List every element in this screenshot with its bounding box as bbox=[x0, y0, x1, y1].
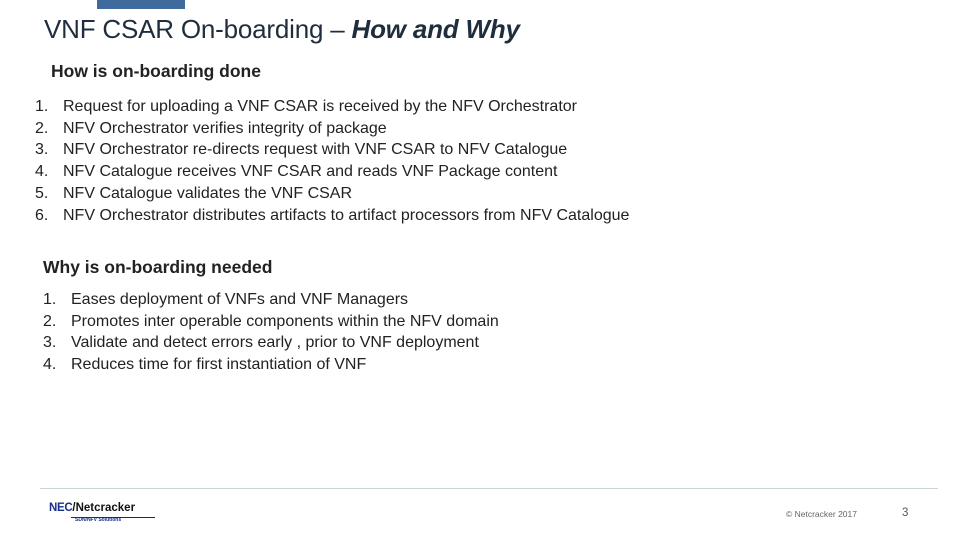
header-accent-tab bbox=[97, 0, 185, 9]
why-reasons-list bbox=[43, 289, 499, 376]
list-item bbox=[35, 118, 629, 140]
list-item bbox=[35, 139, 629, 161]
page-number: 3 bbox=[902, 507, 909, 519]
list-item-text: NFV Orchestrator re-directs request with VNF CSAR to NFV Catalogue bbox=[63, 141, 568, 159]
list-item-number: 1. bbox=[35, 98, 49, 115]
slide-title-main: VNF CSAR On-boarding – bbox=[44, 14, 352, 44]
list-item-text: Eases deployment of VNFs and VNF Managers bbox=[71, 291, 409, 308]
list-item bbox=[35, 183, 629, 205]
list-item bbox=[43, 289, 499, 311]
list-item bbox=[43, 332, 499, 354]
logo-subtitle: SDN/NFV Solutions bbox=[75, 517, 122, 523]
section-heading-why: Why is on-boarding needed bbox=[43, 257, 273, 277]
list-item-number: 6. bbox=[35, 206, 49, 224]
list-item-number: 3. bbox=[35, 141, 49, 159]
logo-wordmark bbox=[49, 502, 161, 515]
list-item bbox=[43, 311, 499, 333]
list-item-text: Promotes inter operable components within the NFV domain bbox=[71, 312, 499, 330]
list-item-text: Validate and detect errors early , prior to VNF deployment bbox=[71, 334, 479, 352]
copyright-notice: © Netcracker 2017 bbox=[786, 509, 857, 519]
how-steps-list bbox=[35, 96, 629, 226]
footer-divider bbox=[40, 488, 938, 489]
logo-netcracker: /Netcracker bbox=[72, 502, 136, 514]
list-item-number: 2. bbox=[35, 119, 49, 137]
list-item bbox=[43, 354, 499, 376]
list-item-number: 2. bbox=[43, 312, 57, 330]
list-item-text: NFV Catalogue receives VNF CSAR and reads VNF Package content bbox=[63, 163, 558, 181]
list-item-text: NFV Orchestrator distributes artifacts to artifact processors from NFV Catalogue bbox=[63, 206, 630, 224]
list-item-text: Reduces time for first instantiation of VNF bbox=[71, 356, 367, 374]
list-item-text: NFV Orchestrator verifies integrity of package bbox=[63, 119, 387, 137]
list-item bbox=[35, 96, 629, 118]
section-heading-how: How is on-boarding done bbox=[51, 61, 261, 81]
list-item bbox=[35, 161, 629, 183]
list-item-text: NFV Catalogue validates the VNF CSAR bbox=[63, 184, 353, 202]
slide-title-emphasis: How and Why bbox=[351, 14, 520, 44]
list-item-number: 4. bbox=[35, 163, 49, 181]
list-item-text: Request for uploading a VNF CSAR is received by the NFV Orchestrator bbox=[63, 98, 577, 115]
list-item-number: 4. bbox=[43, 356, 57, 374]
list-item-number: 3. bbox=[43, 334, 57, 352]
company-logo bbox=[49, 502, 161, 526]
logo-nec: NEC bbox=[49, 502, 73, 514]
slide-title bbox=[44, 14, 520, 45]
list-item-number: 1. bbox=[43, 291, 57, 308]
list-item-number: 5. bbox=[35, 184, 49, 202]
list-item bbox=[35, 205, 629, 227]
